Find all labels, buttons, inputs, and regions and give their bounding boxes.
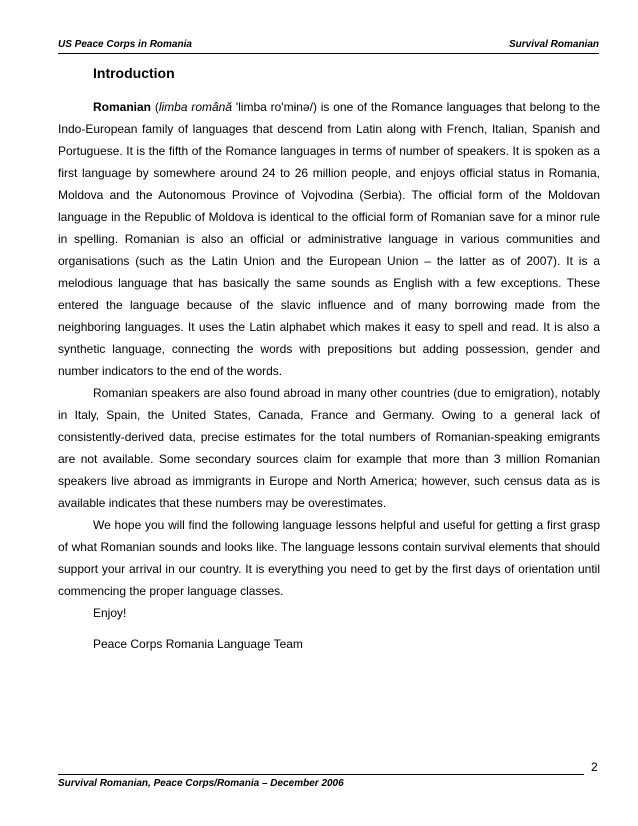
paragraph-1-text: 'limba ro'mɨnə/) is one of the Romance languages that belong to the Indo-European family of languages that descend from Latin along with French, Italian, Spanish and Portuguese. It is the fifth of the Romance languages in terms of number of speakers. It is spoken as a first language by somewhere around 24 to 26 million people, and enjoys official status in Romania, Moldova and the Autonomous Province of Vojvodina (Serbia). The official form of the Moldovan language in the Republic of Moldova is identical to the official form of Romanian save for a minor rule in spelling. Romanian is also an official or administrative language in various communities and organisations (such as the Latin Union and the European Union – the latter as of 2007). It is a melodious language that has basically the same sounds as English with a few exceptions. These entered the language because of the slavic influence and of many borrowing made from the neighboring languages. It uses the Latin alphabet which makes it easy to spell and read. It is also a synthetic language, connecting the words with prepositions but adding possession, gender and number indicators to the end of the words.: [58, 100, 600, 378]
section-title: Introduction: [93, 65, 175, 81]
page-footer: Survival Romanian, Peace Corps/Romania – December 2006: [58, 778, 344, 789]
footer-rule: [58, 774, 584, 775]
native-name: limba română: [158, 100, 233, 114]
term-romanian: Romanian: [93, 100, 152, 114]
page-number: 2: [591, 760, 598, 774]
document-body: [58, 96, 600, 624]
header-left-text: US Peace Corps in Romania: [58, 39, 192, 50]
paragraph-1: [58, 96, 600, 382]
paragraph-3: We hope you will find the following language lessons helpful and useful for getting a first grasp of what Romanian sounds and looks like. The language lessons contain survival elements that should support your arrival in our country. It is everything you need to get by the first days of orientation until commencing the proper language classes.: [58, 518, 600, 598]
header-rule: [58, 53, 599, 54]
paragraph-2: Romanian speakers are also found abroad in many other countries (due to emigration), notably in Italy, Spain, the United States, Canada, France and Germany. Owing to a general lack of consistently-derived data, precise estimates for the total numbers of Romanian-speaking emigrants are not available. Some secondary sources claim for example that more than 3 million Romanian speakers live abroad as immigrants in Europe and North America; however, such census data as is available indicates that these numbers may be overestimates.: [58, 386, 600, 510]
paragraph-4: Enjoy!: [93, 606, 127, 620]
header-right-text: Survival Romanian: [508, 39, 599, 50]
signoff: Peace Corps Romania Language Team: [93, 637, 303, 651]
page-header: [58, 37, 599, 53]
paren-open: (: [151, 100, 159, 114]
